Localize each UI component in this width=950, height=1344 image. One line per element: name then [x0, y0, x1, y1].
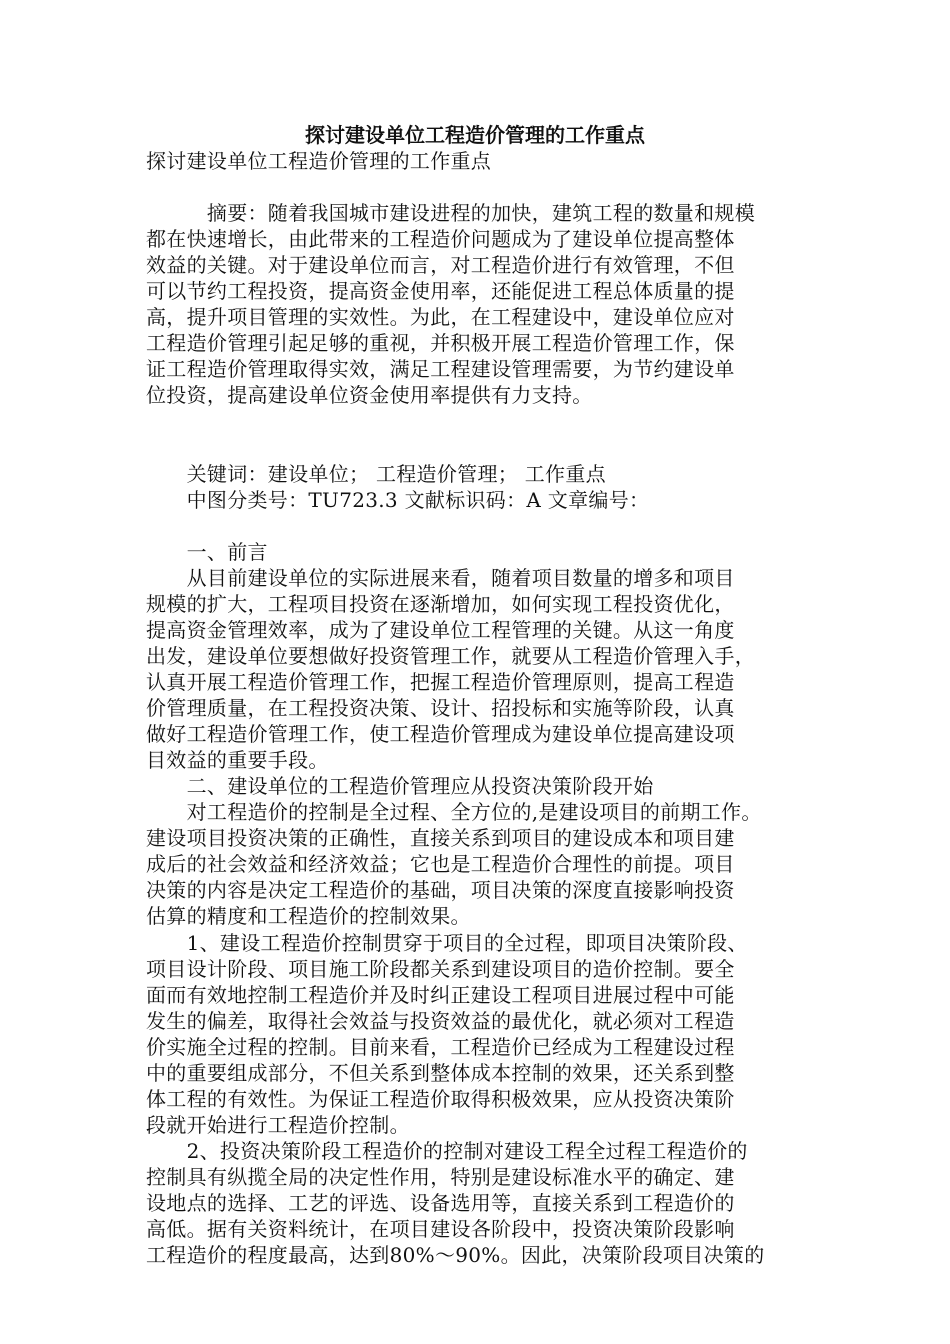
text-line: 价实施全过程的控制。目前来看，工程造价已经成为工程建设过程: [146, 1034, 735, 1059]
text-line: 体工程的有效性。为保证工程造价取得积极效果，应从投资决策阶: [146, 1086, 735, 1111]
text-line: 价管理质量，在工程投资决策、设计、招投标和实施等阶段，认真: [146, 696, 735, 721]
text-line: 从目前建设单位的实际进展来看，随着项目数量的增多和项目: [146, 565, 735, 590]
text-line: 证工程造价管理取得实效，满足工程建设管理需要，为节约建设单: [146, 357, 735, 382]
text-line: 做好工程造价管理工作，使工程造价管理成为建设单位提高建设项: [146, 722, 735, 747]
text-line: 二、建设单位的工程造价管理应从投资决策阶段开始: [146, 774, 654, 799]
text-line: 1、建设工程造价控制贯穿于项目的全过程，即项目决策阶段、: [146, 930, 748, 955]
document-title: 探讨建设单位工程造价管理的工作重点: [305, 123, 645, 147]
text-line: 段就开始进行工程造价控制。: [146, 1112, 410, 1137]
text-line: 出发，建设单位要想做好投资管理工作，就要从工程造价管理入手，: [146, 643, 755, 668]
text-line: 估算的精度和工程造价的控制效果。: [146, 904, 471, 929]
text-line: 项目设计阶段、项目施工阶段都关系到建设项目的造价控制。要全: [146, 956, 735, 981]
text-line: 决策的内容是决定工程造价的基础，项目决策的深度直接影响投资: [146, 878, 735, 903]
text-line: 探讨建设单位工程造价管理的工作重点: [146, 149, 492, 173]
text-line: 设地点的选择、工艺的评选、设备选用等，直接关系到工程造价的: [146, 1191, 735, 1215]
text-line: 对工程造价的控制是全过程、全方位的,是建设项目的前期工作。: [146, 800, 762, 825]
text-line: 关键词：建设单位； 工程造价管理； 工作重点: [146, 461, 606, 486]
text-line: 成后的社会效益和经济效益；它也是工程造价合理性的前提。项目: [146, 852, 735, 877]
text-line: 提高资金管理效率，成为了建设单位工程管理的关键。从这一角度: [146, 617, 735, 642]
text-line: 工程造价的程度最高，达到80%～90%。因此，决策阶段项目决策的: [146, 1243, 765, 1268]
text-line: 2、投资决策阶段工程造价的控制对建设工程全过程工程造价的: [146, 1138, 748, 1163]
text-line: 可以节约工程投资，提高资金使用率，还能促进工程总体质量的提: [146, 279, 735, 304]
text-line: 目效益的重要手段。: [146, 748, 329, 773]
text-line: 建设项目投资决策的正确性，直接关系到项目的建设成本和项目建: [146, 826, 735, 851]
text-line: 位投资，提高建设单位资金使用率提供有力支持。: [146, 383, 593, 408]
text-line: 高，提升项目管理的实效性。为此，在工程建设中，建设单位应对: [146, 305, 735, 330]
text-line: 认真开展工程造价管理工作，把握工程造价管理原则，提高工程造: [146, 670, 735, 694]
text-line: 高低。据有关资料统计，在项目建设各阶段中，投资决策阶段影响: [146, 1217, 735, 1242]
text-line: 面而有效地控制工程造价并及时纠正建设工程项目进展过程中可能: [146, 982, 735, 1007]
text-line: 效益的关键。对于建设单位而言，对工程造价进行有效管理，不但: [146, 253, 735, 278]
text-line: 摘要：随着我国城市建设进程的加快，建筑工程的数量和规模: [146, 201, 755, 226]
text-line: 中的重要组成部分，不但关系到整体成本控制的效果，还关系到整: [146, 1060, 735, 1085]
text-line: 中图分类号：TU723.3 文献标识码：A 文章编号：: [146, 487, 650, 512]
text-line: 都在快速增长，由此带来的工程造价问题成为了建设单位提高整体: [146, 227, 735, 252]
text-line: 发生的偏差，取得社会效益与投资效益的最优化，就必须对工程造: [146, 1008, 735, 1033]
text-line: 一、前言: [146, 539, 268, 564]
text-line: 工程造价管理引起足够的重视，并积极开展工程造价管理工作，保: [146, 331, 735, 356]
text-line: 控制具有纵揽全局的决定性作用，特别是建设标准水平的确定、建: [146, 1164, 735, 1189]
text-line: 规模的扩大，工程项目投资在逐渐增加，如何实现工程投资优化，: [146, 591, 735, 616]
